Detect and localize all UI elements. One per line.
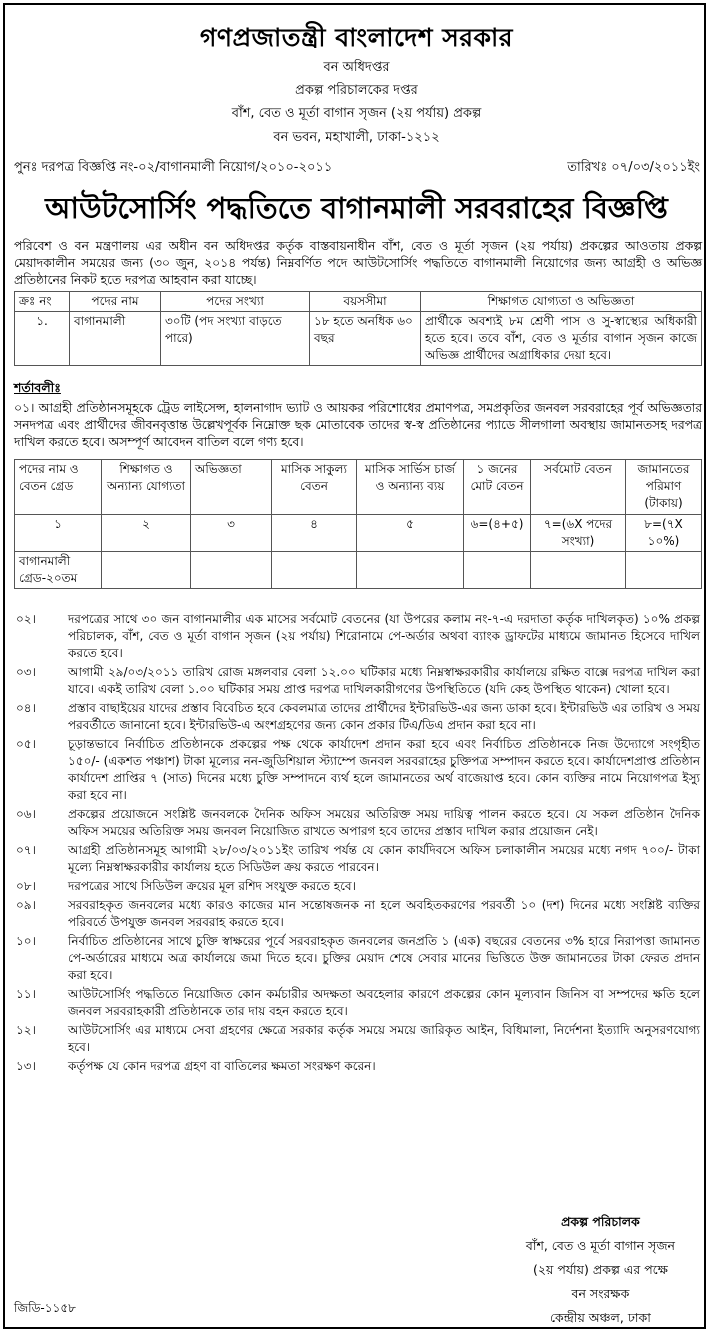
condition-item <box>14 735 702 805</box>
salary-header-cell: মাসিক সার্ভিস চার্জ ও অন্যান্য ব্যয় <box>357 460 464 515</box>
condition-item <box>14 663 702 699</box>
post-cell: ১. <box>15 312 70 366</box>
post-header-cell: পদের সংখ্যা <box>161 292 310 312</box>
salary-number-cell: ৪ <box>272 515 357 552</box>
signature-line: বন সংরক্ষক <box>571 1286 630 1301</box>
condition-item <box>14 1057 702 1076</box>
condition-number: ১০। <box>16 934 36 948</box>
condition-number: ১২। <box>16 1023 36 1037</box>
condition-item <box>14 841 702 877</box>
condition-text: আগ্রহী প্রতিষ্ঠানসমূহ আগামী ২৮/০৩/২০১১ইং তারিখ পর্যন্ত যে কোন কার্যদিবসে অফিস চলাকালীন সময়ের মধ্যে নগদ ৭০০/- টাকা মূল্যে নিম্নস্বাক্ষরকারীর কার্যালয় হতে সিডিউল ক্রয় করতে পারবেন। <box>68 843 700 874</box>
salary-number-cell: ৫ <box>357 515 464 552</box>
salary-header-cell: সর্বমোট বেতন <box>531 460 626 515</box>
reference-number: পুনঃ দরপত্র বিজ্ঞপ্তি নং-০২/বাগানমালী নিয়োগ/২০১০-২০১১ <box>14 160 333 175</box>
condition-text: আউটসোর্সিং এর মাধ্যমে সেবা গ্রহণের ক্ষেত্রে সরকার কর্তৃক সময়ে সময়ে জারিকৃত আইন, বিধিমালা, নির্দেশনা ইত্যাদি অনুসরণযোগ্য হবে। <box>68 1023 700 1054</box>
salary-header-cell: মাসিক সাকুল্য বেতন <box>272 460 357 515</box>
office-line: প্রকল্প পরিচালকের দপ্তর <box>295 83 418 98</box>
condition-text: আগামী ২৯/০৩/২০১১ তারিখ রোজ মঙ্গলবার বেলা ১২.০০ ঘটিকার মধ্যে নিম্নস্বাক্ষরকারীর কার্যালয়ে রক্ষিত বাক্সে দরপত্র দাখিল করা যাবে। একই তারিখ বেলা ১.০০ ঘটিকার সময় প্রাপ্ত দরপত্র দাখিলকারীগণের উপস্থিতিতে (যদি কেহ উপস্থিত থাকেন) খোলা হবে। <box>68 665 700 696</box>
gd-number: জিডি-১১৫৮ <box>14 1301 76 1315</box>
condition-item <box>14 985 702 1021</box>
condition-number: ০৪। <box>16 701 36 715</box>
post-table <box>14 291 702 366</box>
signature-block <box>526 1210 675 1330</box>
post-header-cell: বয়সসীমা <box>310 292 421 312</box>
salary-number-cell: ২ <box>102 515 191 552</box>
condition-text: সরবরাহকৃত জনবলের মধ্যে কারও কাজের মান সন্তোষজনক না হলে অবহিতকরণের পরবর্তী ১০ (দশ) দিনের মধ্যে সংশ্লিষ্ট ব্যক্তির পরিবর্তে উপযুক্ত জনবল সরবরাহ করতে হবে। <box>68 898 700 929</box>
salary-table <box>14 459 702 589</box>
post-header-cell: পদের নাম <box>70 292 161 312</box>
condition-item <box>14 896 702 932</box>
salary-grade-cell: বাগানমালী গ্রেড-২০তম <box>15 552 102 589</box>
salary-empty-cell <box>464 552 531 589</box>
salary-empty-cell <box>626 552 702 589</box>
salary-header-cell: ১ জনের মোট বেতন <box>464 460 531 515</box>
condition-item <box>14 610 702 663</box>
post-cell: প্রার্থীকে অবশ্যই ৮ম শ্রেণী পাস ও সু-স্বাস্থ্যের অধিকারী হতে হবে। তবে বাঁশ, বেত ও মূর্তার বাগান সৃজন কাজে অভিজ্ঞ প্রার্থীদের অগ্রাধিকার দেয়া হবে। <box>421 312 702 366</box>
salary-empty-cell <box>191 552 272 589</box>
post-table-header <box>15 292 702 312</box>
post-header-cell: ক্রঃ নং <box>15 292 70 312</box>
salary-number-cell: ৮=(৭X ১০%) <box>626 515 702 552</box>
signature-line: কেন্দ্রীয় অঞ্চল, ঢাকা <box>549 1310 651 1325</box>
salary-grade-row <box>15 552 702 589</box>
project-line: বাঁশ, বেত ও মূর্তা বাগান সৃজন (২য় পর্যায়) প্রকল্প <box>231 106 482 121</box>
government-heading: গণপ্রজাতন্ত্রী বাংলাদেশ সরকার <box>200 23 513 52</box>
condition-number: ১১। <box>16 987 36 1001</box>
salary-number-row <box>15 515 702 552</box>
condition-text: নির্বাচিত প্রতিষ্ঠানের সাথে চুক্তি স্বাক্ষরের পূর্বে সরবরাহকৃত জনবলের জনপ্রতি ১ (এক) বছরের বেতনের ৩% হারে নিরাপত্তা জামানত পে-অর্ডারের মাধ্যমে অত্র কার্যালয়ে জমা দিতে হবে। চুক্তির মেয়াদ শেষে সেবার মানের ভিত্তিতে উক্ত জামানতের টাকা ফেরত প্রদান করা হবে। <box>68 934 700 982</box>
notice-title: আউটসোর্সিং পদ্ধতিতে বাগানমালী সরবরাহের বিজ্ঞপ্তি <box>45 191 668 225</box>
condition-item <box>14 699 702 735</box>
signature-line: বাঁশ, বেত ও মূর্তা বাগান সৃজন <box>525 1238 675 1253</box>
condition-text: আউটসোর্সিং পদ্ধতিতে নিয়োজিত কোন কর্মচারীর অদক্ষতা অবহেলার কারণে প্রকল্পের কোন মূল্যবান জিনিস বা সম্পদের ক্ষতি হলে জনবল সরবরাহকারী প্রতিষ্ঠানকে তার দায় বহন করতে হবে। <box>68 987 700 1018</box>
salary-number-cell: ৭=(৬X পদের সংখ্যা) <box>531 515 626 552</box>
salary-empty-cell <box>357 552 464 589</box>
post-cell: বাগানমালী <box>70 312 161 366</box>
condition-number: ১৩। <box>16 1059 36 1073</box>
condition-text: কর্তৃপক্ষ যে কোন দরপত্র গ্রহণ বা বাতিলের ক্ষমতা সংরক্ষণ করেন। <box>68 1059 376 1073</box>
condition-text: চূড়ান্তভাবে নির্বাচিত প্রতিষ্ঠানকে প্রকল্পের পক্ষ থেকে কার্যাদেশ প্রদান করা হবে এবং নির্বাচিত প্রতিষ্ঠানকে নিজ উদ্যোগে সংগৃহীত ১৫০/- (একশত পঞ্চাশ) টাকা মূল্যের নন-জুডিশিয়াল স্ট্যাম্পে জনবল সরবরাহের চুক্তিপত্র সম্পাদন করতে হবে। কার্যাদেশপ্রাপ্ত প্রতিষ্ঠান কার্যাদেশ প্রাপ্তির ৭ (সাত) দিনের মধ্যে চুক্তি সম্পাদনে ব্যর্থ হলে জামানতের অর্থ বাজেয়াপ্ত হবে। কোন ব্যক্তির নামে নিয়োগপত্র ইস্যু করা হবে না। <box>68 737 700 802</box>
condition-number: ০৮। <box>16 879 36 893</box>
department-line: বন অধিদপ্তর <box>323 60 390 75</box>
condition-text: দরপত্রের সাথে ৩০ জন বাগানমালীর এক মাসের সর্বমোট বেতনের (যা উপরের কলাম নং-৭-এ দরদাতা কর্তৃক দাখিলকৃত) ১০% প্রকল্প পরিচালক, বাঁশ, বেত ও মূর্তা বাগান সৃজন (২য় পর্যায়) শিরোনামে পে-অর্ডার অথবা ব্যাংক ড্রাফটের মাধ্যমে জামানত হিসেবে দাখিল করতে হবে। <box>68 612 700 660</box>
intro-paragraph: পরিবেশ ও বন মন্ত্রণালয় এর অধীন বন অধিদপ্তর কর্তৃক বাস্তবায়নাধীন বাঁশ, বেত ও মূর্তা সৃজন (২য় পর্যায়) প্রকল্পের আওতায় প্রকল্প মেয়াদকালীন সময়ের জন্য (৩০ জুন, ২০১৪ পর্যন্ত) নিম্নবর্ণিত পদে আউটসোর্সিং পদ্ধতিতে বাগানমালী নিয়োগের জন্য আগ্রহী ও অভিজ্ঞ প্রতিষ্ঠানের নিকট হতে দরপত্র আহবান করা যাচ্ছে। <box>14 239 702 287</box>
salary-header-cell: জামানতের পরিমাণ (টাকায়) <box>626 460 702 515</box>
condition-item <box>14 877 702 896</box>
conditions-heading: শর্তাবলীঃ <box>14 380 61 395</box>
post-cell: ১৮ হতে অনধিক ৬০ বছর <box>310 312 421 366</box>
condition-item <box>14 805 702 841</box>
salary-number-cell: ৩ <box>191 515 272 552</box>
reference-line <box>14 158 700 179</box>
salary-empty-cell <box>102 552 191 589</box>
salary-header-cell: পদের নাম ও বেতন গ্রেড <box>15 460 102 515</box>
salary-table-header <box>15 460 702 515</box>
condition-number: ০৬। <box>16 807 36 821</box>
condition-item <box>14 1021 702 1057</box>
condition-number: ০৩। <box>16 665 36 679</box>
salary-number-cell: ৬=(৪+৫) <box>464 515 531 552</box>
salary-empty-cell <box>272 552 357 589</box>
condition-number: ০৭। <box>16 843 36 857</box>
conditions-list <box>14 610 702 1076</box>
post-table-row <box>15 312 702 366</box>
salary-number-cell: ১ <box>15 515 102 552</box>
condition-text: প্রস্তাব বাছাইয়ের যাদের প্রস্তাব বিবেচিত হবে কেবলমাত্র তাদের প্রার্থীদের ইন্টারভিউ-এর জন্য ডাকা হবে। ইন্টারভিউ এর তারিখ ও সময় পরবর্তীতে জানানো হবে। ইন্টারভিউ-এ অংশগ্রহণের জন্য কোন প্রকার টিএ/ডিএ প্রদান করা হবে না। <box>68 701 700 732</box>
condition-01: ০১। আগ্রহী প্রতিষ্ঠানসমূহকে ট্রেড লাইসেন্স, হালনাগাদ ভ্যাট ও আয়কর পরিশোধের প্রমাণপত্র, সমপ্রকৃতির জনবল সরবরাহের পূর্ব অভিজ্ঞতার সনদপত্র এবং প্রার্থীদের জীবনবৃত্তান্ত উল্লেখপূর্বক নিম্নোক্ত ছক মোতাবেক তাদের স্ব-স্ব প্রতিষ্ঠানের প্যাডে সীলগালা অবস্থায় জামানতসহ দরপত্র দাখিল করতে হবে। অসম্পূর্ণ আবেদন বাতিল বলে গণ্য হবে। <box>14 401 702 449</box>
condition-item <box>14 932 702 985</box>
salary-header-cell: শিক্ষাগত ও অন্যান্য যোগ্যতা <box>102 460 191 515</box>
salary-empty-cell <box>531 552 626 589</box>
post-cell: ৩০টি (পদ সংখ্যা বাড়তে পারে) <box>161 312 310 366</box>
condition-number: ০২। <box>16 612 36 626</box>
signature-title: প্রকল্প পরিচালক <box>561 1214 640 1229</box>
condition-number: ০৫। <box>16 737 36 751</box>
condition-number: ০৯। <box>16 898 36 912</box>
condition-text: প্রকল্পের প্রয়োজনে সংশ্লিষ্ট জনবলকে দৈনিক অফিস সময়ের অতিরিক্ত সময় দায়িত্ব পালন করতে হবে। যে সকল প্রতিষ্ঠান দৈনিক অফিস সময়ের অতিরিক্ত সময় জনবল নিয়োজিত রাখতে অপারগ হবে তাদের প্রস্তাব দাখিল করার প্রয়োজন নেই। <box>68 807 700 838</box>
salary-header-cell: অভিজ্ঞতা <box>191 460 272 515</box>
post-header-cell: শিক্ষাগত যোগ্যতা ও অভিজ্ঞতা <box>421 292 702 312</box>
signature-line: (২য় পর্যায়) প্রকল্প এর পক্ষে <box>533 1262 668 1277</box>
condition-text: দরপত্রের সাথে সিডিউল ক্রয়ের মূল রশিদ সংযুক্ত করতে হবে। <box>68 879 356 893</box>
notice-date: তারিখঃ ০৭/০৩/২০১১ইং <box>567 160 700 175</box>
address-line: বন ভবন, মহাখালী, ঢাকা-১২১২ <box>273 130 440 145</box>
